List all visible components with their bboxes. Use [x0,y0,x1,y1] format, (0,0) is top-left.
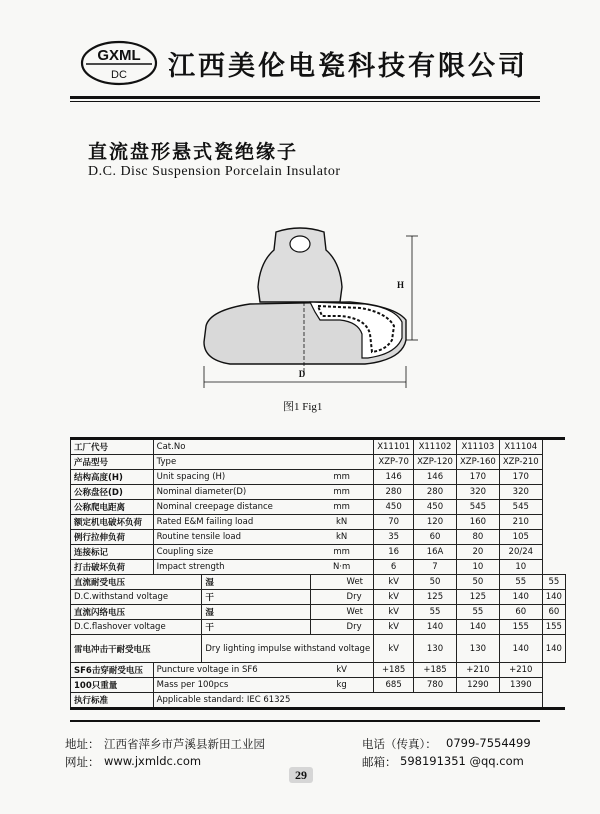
table-cell: 450 [414,500,457,515]
company-name: 江西美伦电瓷科技有限公司 [168,51,528,82]
table-row [71,560,566,575]
table-row [71,663,566,678]
table-cell: 155 [499,620,542,635]
table-cell: SF6击穿耐受电压 [71,663,154,678]
table-cell: 155 [542,620,565,635]
page-number: 29 [289,767,313,783]
website-label: 网址： [65,755,100,769]
footer-rule [70,720,540,722]
table-cell: kN [310,530,374,545]
table-cell: mm [310,485,374,500]
table-cell: 20 [456,545,499,560]
table-cell: Dry [310,590,374,605]
table-cell: kV [374,620,414,635]
table-cell: N·m [310,560,374,575]
table-cell: 连接标记 [71,545,154,560]
table-cell: mm [310,545,374,560]
table-cell: 1390 [499,678,542,693]
product-title-en: D.C. Disc Suspension Porcelain Insulator [88,164,341,179]
table-cell: 雷电冲击干耐受电压 [71,635,202,663]
table-row [71,620,566,635]
table-cell: 130 [414,635,457,663]
table-cell [310,455,374,470]
table-cell: 140 [542,635,565,663]
table-cell: 70 [374,515,414,530]
table-cell: Applicable standard: IEC 61325 [153,693,542,709]
table-cell: 55 [456,605,499,620]
table-cell: 10 [499,560,542,575]
table-cell: D.C.withstand voltage [71,590,202,605]
table-cell: 80 [456,530,499,545]
table-cell: 100只重量 [71,678,154,693]
table-cell: 140 [456,620,499,635]
table-row [71,485,566,500]
table-cell: Wet [310,605,374,620]
table-cell: 210 [499,515,542,530]
table-cell: kV [374,575,414,590]
table-cell: 120 [414,515,457,530]
table-cell: 146 [374,470,414,485]
product-title-cn: 直流盘形悬式瓷绝缘子 [88,141,299,163]
phone-label: 电话（传真）： [362,737,437,751]
table-cell: 450 [374,500,414,515]
table-cell: 160 [456,515,499,530]
table-cell: Nominal creepage distance [153,500,310,515]
table-row [71,575,566,590]
table-row [71,693,566,709]
email-label: 邮箱： [362,755,397,769]
dimension-d-label: D [298,369,306,379]
table-row [71,455,566,470]
table-cell: 60 [499,605,542,620]
figure-caption: 图1 Fig1 [283,401,323,413]
table-row [71,500,566,515]
table-cell: 湿 [202,605,310,620]
table-cell: 146 [414,470,457,485]
company-logo [80,40,158,86]
email-address[interactable]: 598191351 @qq.com [400,754,524,768]
table-cell: Cat.No [153,439,310,455]
spec-table [70,437,566,710]
table-cell: 执行标准 [71,693,154,709]
table-row [71,439,566,455]
table-cell: 140 [414,620,457,635]
dimension-h-label: H [396,280,404,290]
table-cell: 35 [374,530,414,545]
table-cell: 545 [499,500,542,515]
table-cell: 55 [499,575,542,590]
phone-number: 0799-7554499 [446,736,531,750]
table-cell: kV [310,663,374,678]
table-cell: +210 [456,663,499,678]
table-cell: X11103 [456,439,499,455]
table-cell: Rated E&M failing load [153,515,310,530]
table-row [71,545,566,560]
table-cell: 320 [499,485,542,500]
table-cell: kV [374,635,414,663]
table-cell: kV [374,590,414,605]
table-cell: 干 [202,620,310,635]
table-row [71,635,566,663]
table-cell: 10 [456,560,499,575]
table-cell: X11101 [374,439,414,455]
logo-text-bottom: DC [111,69,127,81]
table-cell: mm [310,500,374,515]
table-cell: kV [374,605,414,620]
table-cell: Unit spacing (H) [153,470,310,485]
table-cell: kN [310,515,374,530]
table-cell: XZP-210 [499,455,542,470]
table-cell: 140 [499,635,542,663]
table-cell: 干 [202,590,310,605]
table-cell: 685 [374,678,414,693]
table-cell: 780 [414,678,457,693]
table-cell: mm [310,470,374,485]
table-row [71,470,566,485]
table-cell: 16A [414,545,457,560]
table-cell: 1290 [456,678,499,693]
table-cell: 50 [414,575,457,590]
table-cell: 公称盘径(D) [71,485,154,500]
table-cell: 工厂代号 [71,439,154,455]
table-cell: 7 [414,560,457,575]
table-cell: 125 [414,590,457,605]
website-link[interactable]: www.jxmldc.com [104,754,202,768]
table-cell: kg [310,678,374,693]
table-cell: Wet [310,575,374,590]
table-cell: 6 [374,560,414,575]
table-cell: Type [153,455,310,470]
table-row [71,605,566,620]
table-cell: Puncture voltage in SF6 [153,663,310,678]
table-cell: Impact strength [153,560,310,575]
table-cell: Dry [310,620,374,635]
table-cell: 55 [414,605,457,620]
table-cell: 直流闪络电压 [71,605,202,620]
table-row [71,515,566,530]
table-cell: 额定机电破坏负荷 [71,515,154,530]
table-cell: 320 [456,485,499,500]
table-cell: 140 [499,590,542,605]
table-cell: +185 [374,663,414,678]
logo-text-top: GXML [97,47,141,64]
table-cell: XZP-160 [456,455,499,470]
table-cell: Routine tensile load [153,530,310,545]
table-cell: 公称爬电距离 [71,500,154,515]
table-cell: 20/24 [499,545,542,560]
table-cell: Coupling size [153,545,310,560]
table-cell: Nominal diameter(D) [153,485,310,500]
table-cell: XZP-120 [414,455,457,470]
table-cell: Mass per 100pcs [153,678,310,693]
table-cell: 105 [499,530,542,545]
table-cell: 545 [456,500,499,515]
table-cell: 例行拉伸负荷 [71,530,154,545]
table-cell [310,439,374,455]
table-cell: 280 [414,485,457,500]
address: 江西省萍乡市芦溪县新田工业园 [104,737,265,751]
table-cell: 直流耐受电压 [71,575,202,590]
table-cell: 55 [542,575,565,590]
table-cell: 170 [456,470,499,485]
table-cell: 125 [456,590,499,605]
table-cell: X11102 [414,439,457,455]
table-cell: 产品型号 [71,455,154,470]
table-cell: 打击破坏负荷 [71,560,154,575]
table-cell: 结构高度(H) [71,470,154,485]
table-row [71,678,566,693]
insulator-drawing [190,222,430,402]
table-row [71,590,566,605]
table-cell: D.C.flashover voltage [71,620,202,635]
table-cell: 50 [456,575,499,590]
table-cell: 60 [414,530,457,545]
table-cell: Dry lighting impulse withstand voltage [202,635,374,663]
table-cell: 湿 [202,575,310,590]
table-cell: XZP-70 [374,455,414,470]
address-label: 地址： [65,737,100,751]
table-cell: +210 [499,663,542,678]
header-rule-thin [70,101,540,102]
table-cell: 16 [374,545,414,560]
table-cell: 140 [542,590,565,605]
table-cell: 60 [542,605,565,620]
header-rule [70,96,540,99]
table-cell: 130 [456,635,499,663]
table-cell: X11104 [499,439,542,455]
table-cell: +185 [414,663,457,678]
table-cell: 170 [499,470,542,485]
table-cell: 280 [374,485,414,500]
table-row [71,530,566,545]
